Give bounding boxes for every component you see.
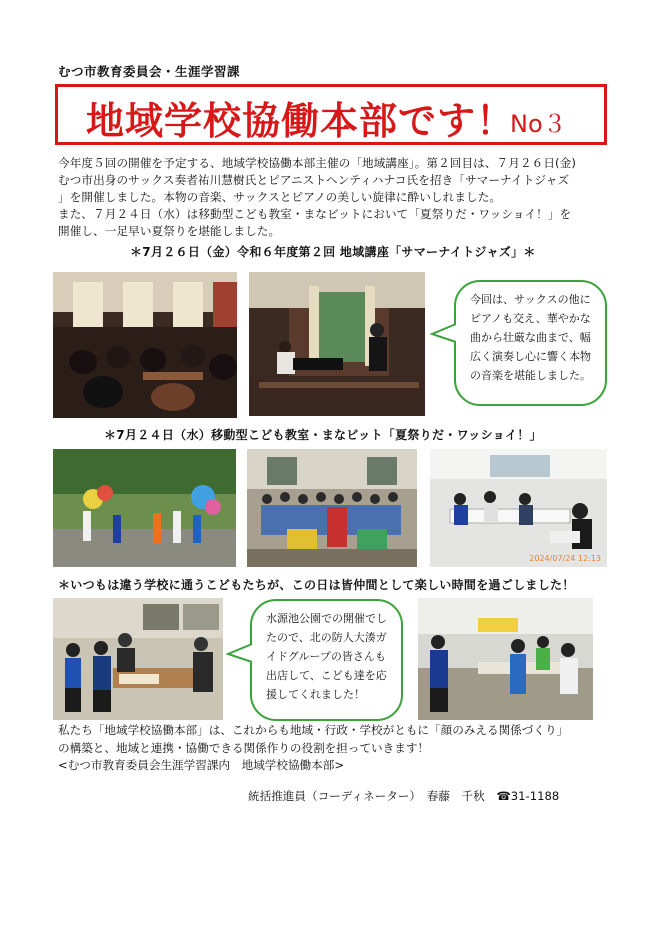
contact-line: 統括推進員（コーディネーター） 春藤 千秋 ☎31-1188 bbox=[248, 789, 560, 803]
page-title: 地域学校協働本部です！ bbox=[86, 99, 516, 143]
bubble-tail bbox=[226, 640, 254, 668]
bubble-line: の音楽を堪能しました。 bbox=[470, 369, 591, 382]
closing-line: の構築と、地域と連携・協働できる関係作りの役割を担っていきます！ bbox=[58, 740, 430, 755]
bubble-line: 広く演奏し心に響く本物 bbox=[470, 350, 591, 363]
intro-paragraph bbox=[58, 155, 613, 240]
issue-number: No３ bbox=[510, 110, 567, 138]
bubble-line: イドグループの皆さんも bbox=[266, 650, 386, 663]
bubble-line: 水源池公園での開催でし bbox=[266, 612, 387, 625]
intro-line: また、７月２４日（水）は移動型こども教室・まなビットにおいて「夏祭りだ・ワッショイ！」を bbox=[58, 207, 572, 221]
intro-line: 今年度５回の開催を予定する、地域学校協働本部主催の「地域講座」。第２回目は、７月２６日(金) bbox=[58, 156, 576, 170]
section3-caption: ＊いつもは違う学校に通うこどもたちが、この日は皆仲間として楽しい時間を過ごしました！ bbox=[58, 578, 575, 592]
bubble-line: 曲から壮厳な曲まで、幅 bbox=[470, 331, 591, 344]
section1-caption: ＊7月２６日（金）令和６年度第２回 地域講座「サマーナイトジャズ」＊ bbox=[130, 245, 536, 259]
bubble-line: 出店して、こども達を応 bbox=[266, 669, 387, 682]
closing-paragraph bbox=[58, 722, 618, 775]
photo-date-stamp: 2024/07/24 12:13 bbox=[529, 554, 601, 563]
concert-audience-photo bbox=[53, 272, 237, 418]
bubble-line: ピアノも交え、華やかな bbox=[470, 312, 591, 325]
concert-stage-photo bbox=[249, 272, 425, 416]
section2-caption: ＊7月２４日（水）移動型こども教室・まなビット「夏祭りだ・ワッショイ！」 bbox=[104, 428, 542, 442]
bubble-line: 援してくれました！ bbox=[266, 688, 365, 701]
closing-line: <むつ市教育委員会生涯学習課内 地域学校協働本部> bbox=[58, 758, 345, 772]
closing-line: 私たち「地域学校協働本部」は、これからも地域・行政・学校がともに「顔のみえる関係づくり」 bbox=[58, 723, 569, 737]
bubble-line: 今回は、サックスの他に bbox=[470, 293, 591, 306]
festival-group-photo bbox=[247, 449, 417, 567]
intro-line: 」を開催しました。本物の音楽、サックスとピアノの美しい旋律に酔いしれました。 bbox=[58, 190, 502, 204]
guide-booth-photo bbox=[418, 598, 593, 720]
bubble-tail bbox=[430, 320, 458, 348]
guide-speech-bubble bbox=[250, 599, 403, 721]
concert-speech-bubble bbox=[454, 280, 607, 406]
guide-group-photo bbox=[53, 598, 223, 720]
festival-classroom-photo bbox=[430, 449, 607, 567]
intro-line: 開催し、一足早い夏祭りを堪能しました。 bbox=[58, 224, 281, 238]
department-label: むつ市教育委員会・生涯学習課 bbox=[58, 64, 241, 79]
intro-line: むつ市出身のサックス奏者祐川慧樹氏とピアニストヘンティハナコ氏を招き「サマーナイトジャズ bbox=[58, 173, 570, 187]
bubble-line: たので、北の防人大湊ガ bbox=[266, 631, 387, 644]
festival-parade-photo bbox=[53, 449, 236, 567]
